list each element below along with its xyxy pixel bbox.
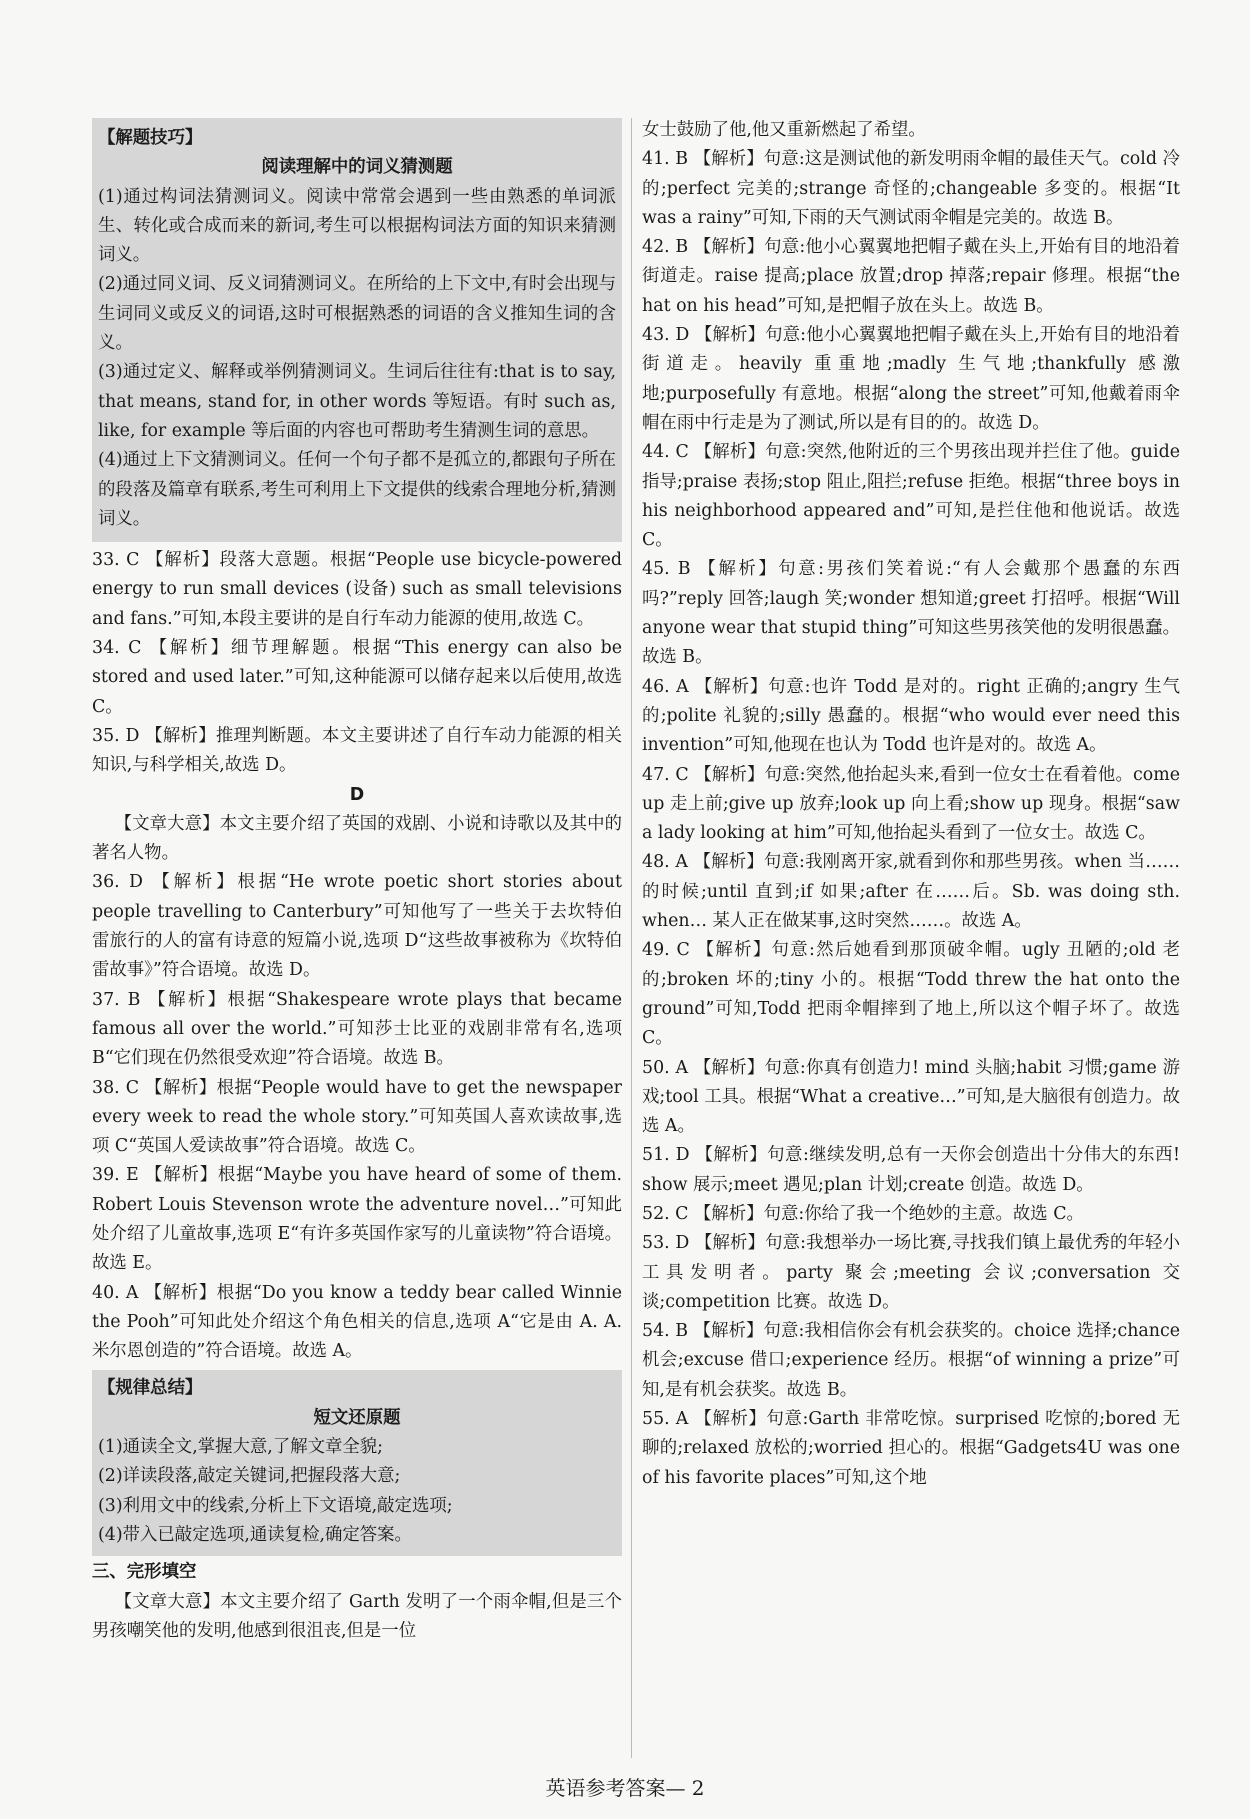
rules-item-4: (4)带入已敲定选项,通读复检,确定答案。 [98, 1524, 412, 1545]
rules-title: 短文还原题 [313, 1407, 401, 1428]
summary-d: 【文章大意】本文主要介绍了英国的戏剧、小说和诗歌以及其中的著名人物。 [92, 813, 622, 864]
summary-continuation: 女士鼓励了他,他又重新燃起了希望。 [642, 120, 926, 140]
answer-46: 46. A 【解析】句意:也许 Todd 是对的。right 正确的;angry 生气的;polite 礼貌的;silly 愚蠢的。根据“who would ever need this invention”可知,他现在也认为 Todd 也许是对的。故选 A。 [642, 676, 1180, 756]
answer-41: 41. B 【解析】句意:这是测试他的新发明雨伞帽的最佳天气。cold 冷的;perfect 完美的;strange 奇怪的;changeable 多变的。根据“It was a rainy”可知,下雨的天气测试雨伞帽是完美的。故选 B。 [642, 149, 1180, 228]
answer-53: 53. D 【解析】句意:我想举办一场比赛,寻找我们镇上最优秀的年轻小工具发明者。party 聚会;meeting 会议;conversation 交谈;competition 比赛。故选 D。 [642, 1233, 1180, 1312]
section-three-heading: 三、完形填空 [92, 1562, 197, 1583]
tips-title: 阅读理解中的词义猜测题 [261, 157, 453, 178]
tips-head: 【解题技巧】 [98, 128, 203, 148]
tips-box [92, 118, 622, 542]
answer-51: 51. D 【解析】句意:继续发明,总有一天你会创造出十分伟大的东西! show 展示;meet 遇见;plan 计划;create 创造。故选 D。 [642, 1145, 1180, 1195]
answer-43: 43. D 【解析】句意:他小心翼翼地把帽子戴在头上,开始有目的地沿着街道走。heavily 重重地;madly 生气地;thankfully 感激地;purposefully 有意地。根据“along the street”可知,他戴着雨伞帽在雨中行走是为了测试,所以是有目的的。故选 D。 [642, 325, 1180, 433]
rules-head: 【规律总结】 [98, 1378, 203, 1399]
answer-39: 39. E 【解析】根据“Maybe you have heard of some of them. Robert Louis Stevenson wrote the adventure novel…”可知此处介绍了儿童故事,选项 E“有许多英国作家写的儿童读物”符合语境。故选 E。 [92, 1165, 622, 1274]
left-column [92, 118, 622, 1646]
section-d-heading: D [349, 784, 365, 805]
answer-47: 47. C 【解析】句意:突然,他抬起头来,看到一位女士在看着他。come up 走上前;give up 放弃;look up 向上看;show up 现身。根据“saw a lady looking at him”可知,他抬起头看到了一位女士。故选 C。 [642, 764, 1180, 844]
page-footer: 英语参考答案— 2 [545, 1776, 705, 1800]
rules-box [92, 1370, 622, 1556]
tips-item-3: (3)通过定义、解释或举例猜测词义。生词后往往有:that is to say, that means, stand for, in other words 等短语。有时 such as, like, for example 等后面的内容也可帮助考生猜测生词的意思。 [98, 362, 616, 441]
answer-34: 34. C 【解析】细节理解题。根据“This energy can also be stored and used later.”可知,这种能源可以储存起来以后使用,故选 C。 [92, 638, 622, 717]
answer-45: 45. B 【解析】句意:男孩们笑着说:“有人会戴那个愚蠢的东西吗?”reply 回答;laugh 笑;wonder 想知道;greet 打招呼。根据“Will anyone wear that stupid thing”可知这些男孩笑他的发明很愚蠢。故选 B。 [642, 559, 1180, 668]
answer-52: 52. C 【解析】句意:你给了我一个绝妙的主意。故选 C。 [642, 1203, 1084, 1224]
tips-item-1: (1)通过构词法猜测词义。阅读中常常会遇到一些由熟悉的单词派生、转化或合成而来的新词,考生可以根据构词法方面的知识来猜测词义。 [98, 186, 616, 266]
rules-item-3: (3)利用文中的线索,分析上下文语境,敲定选项; [98, 1495, 453, 1516]
rules-item-1: (1)通读全文,掌握大意,了解文章全貌; [98, 1437, 384, 1458]
right-column [642, 116, 1180, 1493]
answer-38: 38. C 【解析】根据“People would have to get the newspaper every week to read the whole story.”可知英国人喜欢读故事,选项 C“英国人爱读故事”符合语境。故选 C。 [92, 1077, 622, 1157]
tips-item-4: (4)通过上下文猜测词义。任何一个句子都不是孤立的,都跟句子所在的段落及篇章有联系,考生可利用上下文提供的线索合理地分析,猜测词义。 [98, 450, 616, 529]
answer-54: 54. B 【解析】句意:我相信你会有机会获奖的。choice 选择;chance 机会;excuse 借口;experience 经历。根据“of winning a prize”可知,是有机会获奖。故选 B。 [642, 1321, 1180, 1400]
answer-36: 36. D 【解析】根据“He wrote poetic short stories about people travelling to Canterbury”可知他写了一些关于去坎特伯雷旅行的人的富有诗意的短篇小说,选项 D“这些故事被称为《坎特伯雷故事》”符合语境。故选 D。 [92, 872, 622, 981]
tips-item-2: (2)通过同义词、反义词猜测词义。在所给的上下文中,有时会出现与生词同义或反义的词语,这时可根据熟悉的词语的含义推知生词的含义。 [98, 274, 616, 354]
answer-49: 49. C 【解析】句意:然后她看到那顶破伞帽。ugly 丑陋的;old 老的;broken 坏的;tiny 小的。根据“Todd threw the hat onto the ground”可知,Todd 把雨伞帽摔到了地上,所以这个帽子坏了。故选 C。 [642, 940, 1180, 1049]
answer-33: 33. C 【解析】段落大意题。根据“People use bicycle-powered energy to run small devices (设备) such as small televisions and fans.”可知,本段主要讲的是自行车动力能源的使用,故选 C。 [92, 550, 622, 629]
answer-35: 35. D 【解析】推理判断题。本文主要讲述了自行车动力能源的相关知识,与科学相关,故选 D。 [92, 725, 622, 776]
rules-item-2: (2)详读段落,敲定关键词,把握段落大意; [98, 1466, 401, 1487]
answer-42: 42. B 【解析】句意:他小心翼翼地把帽子戴在头上,开始有目的地沿着街道走。raise 提高;place 放置;drop 掉落;repair 修理。根据“the hat on his head”可知,是把帽子放在头上。故选 B。 [642, 237, 1180, 316]
answer-48: 48. A 【解析】句意:我刚离开家,就看到你和那些男孩。when 当……的时候;until 直到;if 如果;after 在……后。Sb. was doing sth. when… 某人正在做某事,这时突然……。故选 A。 [642, 852, 1180, 932]
column-divider [631, 118, 632, 1758]
answer-44: 44. C 【解析】句意:突然,他附近的三个男孩出现并拦住了他。guide 指导;praise 表扬;stop 阻止,阻拦;refuse 拒绝。根据“three boys in his neighborhood appeared and”可知,是拦住他和他说话。故选 C。 [642, 442, 1180, 551]
answer-50: 50. A 【解析】句意:你真有创造力! mind 头脑;habit 习惯;game 游戏;tool 工具。根据“What a creative…”可知,是大脑很有创造力。故选 A。 [642, 1057, 1180, 1137]
answer-55: 55. A 【解析】句意:Garth 非常吃惊。surprised 吃惊的;bored 无聊的;relaxed 放松的;worried 担心的。根据“Gadgets4U was one of his favorite places”可知,这个地 [642, 1409, 1180, 1488]
summary-cloze: 【文章大意】本文主要介绍了 Garth 发明了一个雨伞帽,但是三个男孩嘲笑他的发明,他感到很沮丧,但是一位 [92, 1591, 622, 1641]
answer-37: 37. B 【解析】根据“Shakespeare wrote plays that became famous all over the world.”可知莎士比亚的戏剧非常有名,选项 B“它们现在仍然很受欢迎”符合语境。故选 B。 [92, 989, 622, 1069]
answer-40: 40. A 【解析】根据“Do you know a teddy bear called Winnie the Pooh”可知此处介绍这个角色相关的信息,选项 A“它是由 A. A. 米尔恩创造的”符合语境。故选 A。 [92, 1282, 622, 1362]
